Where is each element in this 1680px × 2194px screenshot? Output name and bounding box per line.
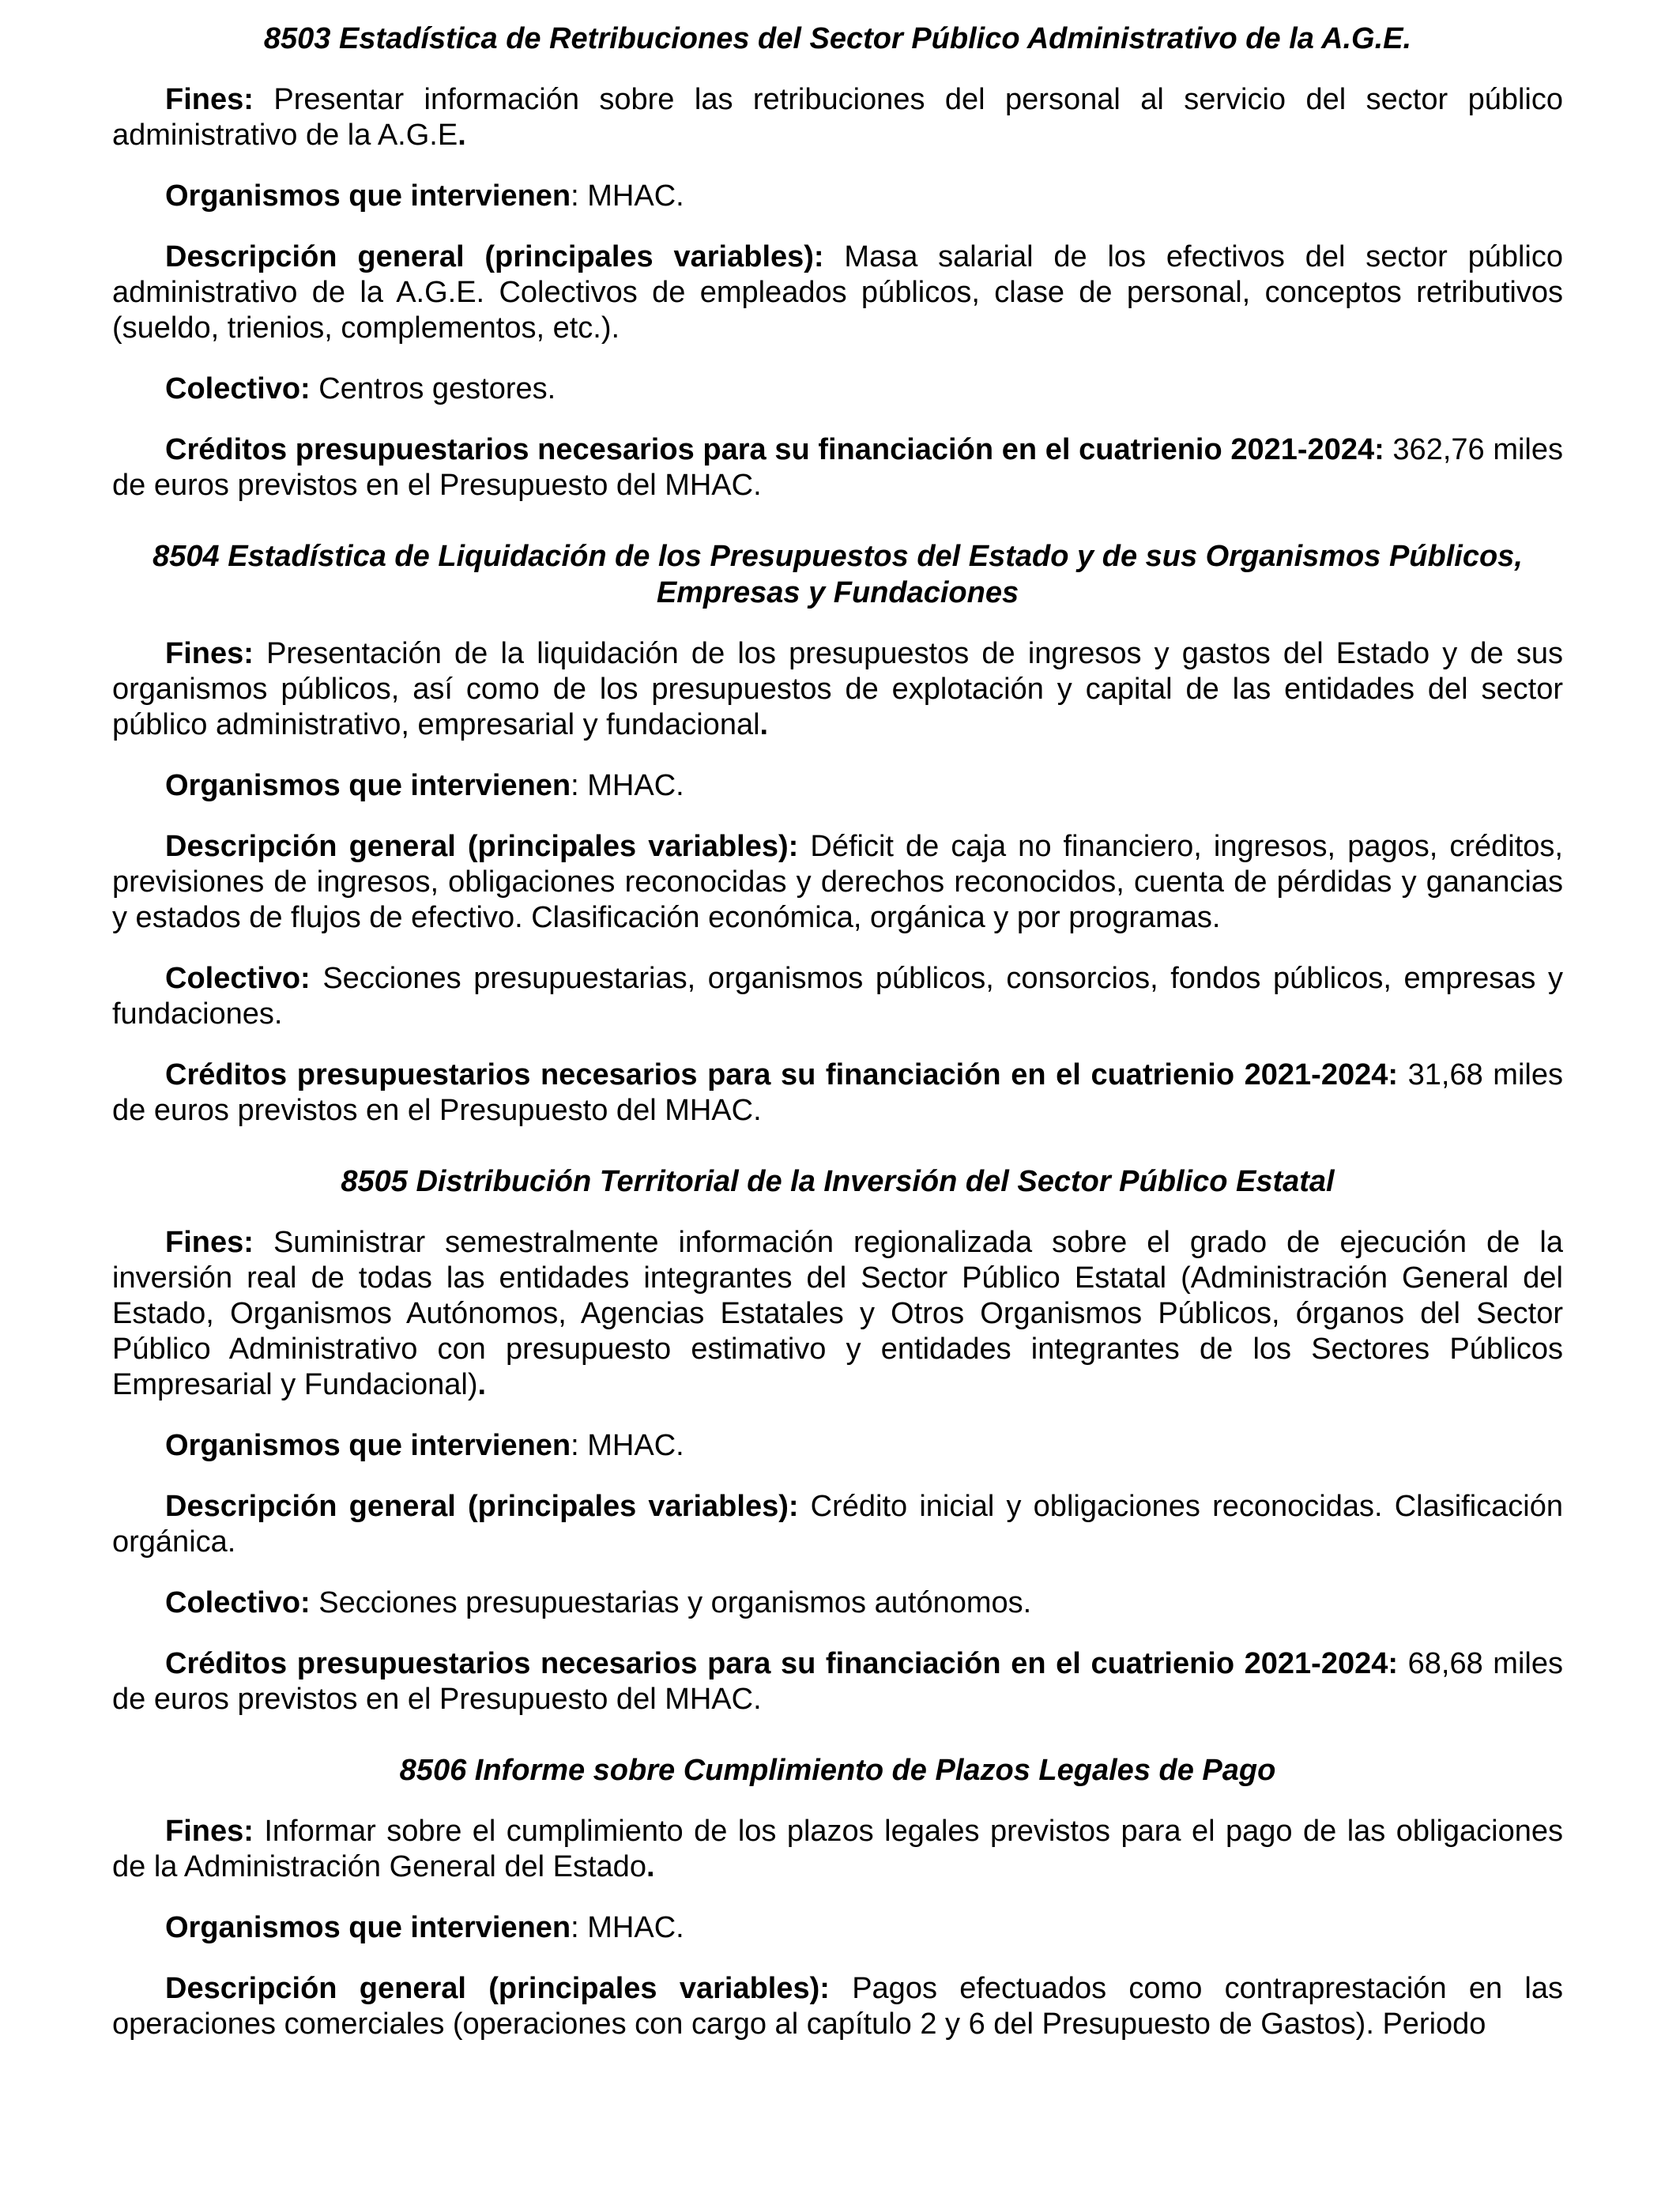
organismos-label: Organismos que intervienen: [165, 179, 571, 213]
section-title: 8506 Informe sobre Cumplimiento de Plazos Legales de Pago: [399, 1754, 1276, 1787]
fines-text: Informar sobre el cumplimiento de los plazos legales previstos para el pago de las obligaciones de la Administración General del Estado: [112, 1815, 1563, 1883]
colectivo-label: Colectivo:: [165, 372, 311, 405]
descripcion-paragraph: [112, 239, 1563, 346]
creditos-paragraph: [112, 432, 1563, 503]
section-title: [112, 538, 1563, 611]
fines-label: Fines:: [165, 1226, 254, 1259]
organismos-paragraph: [112, 179, 1563, 214]
colectivo-label: Colectivo:: [165, 962, 311, 995]
organismos-text: : MHAC.: [571, 1911, 684, 1944]
fines-label: Fines:: [165, 83, 254, 116]
organismos-paragraph: [112, 768, 1563, 804]
fines-label: Fines:: [165, 637, 254, 670]
section-title: 8503 Estadística de Retribuciones del Sector Público Administrativo de la A.G.E.: [263, 22, 1412, 55]
creditos-label: Créditos presupuestarios necesarios para su financiación en el cuatrienio 2021-2024:: [165, 433, 1384, 466]
creditos-label: Créditos presupuestarios necesarios para su financiación en el cuatrienio 2021-2024:: [165, 1647, 1399, 1680]
colectivo-text: Secciones presupuestarias, organismos públicos, consorcios, fondos públicos, empresas y fundaciones.: [112, 962, 1563, 1031]
organismos-text: : MHAC.: [571, 769, 684, 802]
descripcion-text: Masa salarial de los efectivos del sector público administrativo de la A.G.E. Colectivos de empleados públicos, clase de personal, conceptos retributivos (sueldo, trienios, complementos, etc.).: [112, 240, 1563, 345]
fines-paragraph: [112, 82, 1563, 153]
descripcion-paragraph: [112, 1971, 1563, 2042]
creditos-label: Créditos presupuestarios necesarios para su financiación en el cuatrienio 2021-2024:: [165, 1058, 1399, 1091]
fines-end: .: [759, 708, 769, 741]
section-8503: [112, 21, 1563, 503]
section-8506: [112, 1752, 1563, 2042]
colectivo-paragraph: [112, 371, 1563, 407]
descripcion-label: Descripción general (principales variables):: [165, 830, 799, 863]
descripcion-label: Descripción general (principales variables):: [165, 240, 824, 273]
colectivo-label: Colectivo:: [165, 1586, 311, 1619]
creditos-text: 68,68 miles de euros previstos en el Presupuesto del MHAC.: [112, 1647, 1563, 1716]
descripcion-text: Pagos efectuados como contraprestación en las operaciones comerciales (operaciones con cargo al capítulo 2 y 6 del Presupuesto de Gastos). Periodo: [112, 1972, 1563, 2041]
descripcion-text: Déficit de caja no financiero, ingresos, pagos, créditos, previsiones de ingresos, obligaciones reconocidas y derechos reconocidos, cuenta de pérdidas y ganancias y estados de flujos de efectivo. Clasificación económica, orgánica y por programas.: [112, 830, 1563, 934]
fines-text: Presentar información sobre las retribuciones del personal al servicio del sector público administrativo de la A.G.E: [112, 83, 1563, 152]
fines-label: Fines:: [165, 1815, 254, 1848]
fines-paragraph: [112, 1814, 1563, 1885]
organismos-label: Organismos que intervienen: [165, 769, 571, 802]
section-title-line-1: 8504 Estadística de Liquidación de los Presupuestos del Estado y de sus Organismos Públicos,: [153, 540, 1523, 573]
descripcion-paragraph: [112, 1489, 1563, 1560]
creditos-paragraph: [112, 1057, 1563, 1129]
fines-end: .: [477, 1368, 487, 1401]
fines-end: .: [458, 119, 466, 152]
colectivo-text: Secciones presupuestarias y organismos autónomos.: [310, 1586, 1032, 1619]
organismos-label: Organismos que intervienen: [165, 1911, 571, 1944]
creditos-paragraph: [112, 1646, 1563, 1717]
section-title: 8505 Distribución Territorial de la Inversión del Sector Público Estatal: [341, 1165, 1335, 1198]
section-8505: [112, 1163, 1563, 1717]
colectivo-text: Centros gestores.: [310, 372, 556, 405]
descripcion-text: Crédito inicial y obligaciones reconocidas. Clasificación orgánica.: [112, 1490, 1563, 1559]
descripcion-label: Descripción general (principales variables):: [165, 1972, 830, 2005]
organismos-paragraph: [112, 1428, 1563, 1464]
colectivo-paragraph: [112, 1585, 1563, 1621]
document-page: [112, 17, 1563, 2042]
creditos-text: 31,68 miles de euros previstos en el Presupuesto del MHAC.: [112, 1058, 1563, 1127]
descripcion-paragraph: [112, 829, 1563, 936]
fines-end: .: [646, 1850, 655, 1883]
organismos-text: : MHAC.: [571, 1429, 684, 1462]
fines-text: Suministrar semestralmente información regionalizada sobre el grado de ejecución de la inversión real de todas las entidades integrantes del Sector Público Estatal (Administración General del Estado, Organismos Autónomos, Agencias Estatales y Otros Organismos Públicos, órganos del Sector Público Administrativo con presupuesto estimativo y entidades integrantes de los Sectores Públicos Empresarial y Fundacional): [112, 1226, 1563, 1401]
organismos-text: : MHAC.: [571, 179, 684, 213]
descripcion-label: Descripción general (principales variables):: [165, 1490, 799, 1523]
organismos-paragraph: [112, 1910, 1563, 1946]
fines-paragraph: [112, 636, 1563, 743]
creditos-text: 362,76 miles de euros previstos en el Presupuesto del MHAC.: [112, 433, 1563, 502]
colectivo-paragraph: [112, 961, 1563, 1032]
organismos-label: Organismos que intervienen: [165, 1429, 571, 1462]
section-8504: [112, 538, 1563, 1129]
fines-text: Presentación de la liquidación de los presupuestos de ingresos y gastos del Estado y de sus organismos públicos, así como de los presupuestos de explotación y capital de las entidades del sector público administrativo, empresarial y fundacional: [112, 637, 1563, 741]
fines-paragraph: [112, 1225, 1563, 1403]
section-title-line-2: Empresas y Fundaciones: [656, 576, 1019, 609]
